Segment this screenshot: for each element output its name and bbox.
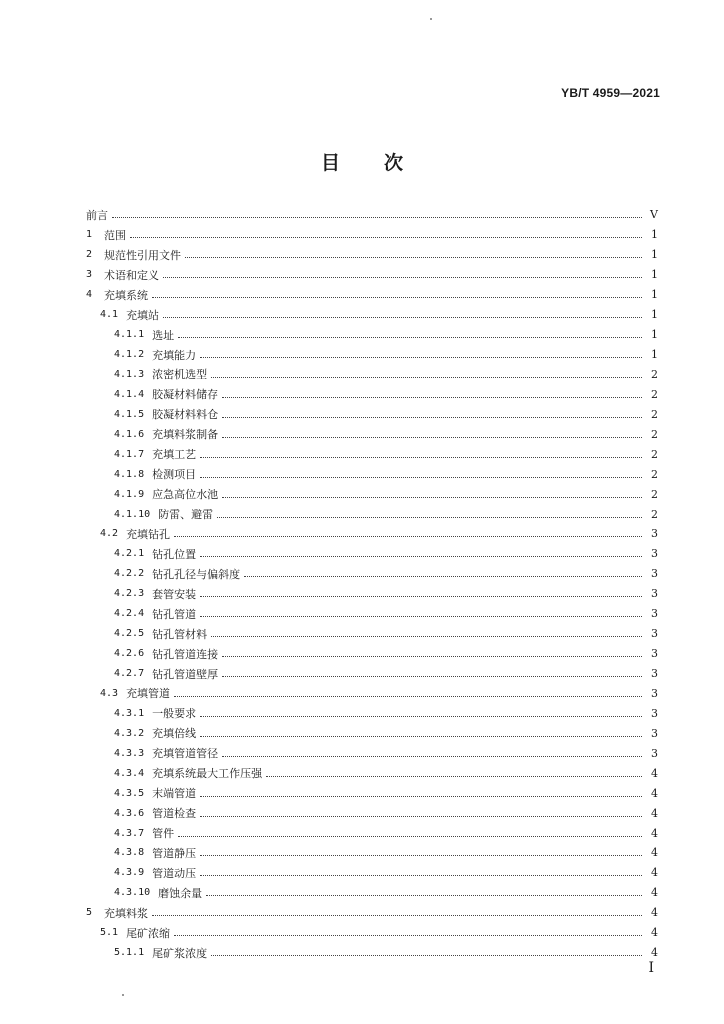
toc-entry-label: 充填管道管径	[152, 747, 219, 761]
toc-entry[interactable]	[86, 664, 658, 684]
toc-entry-number: 4.2.3	[114, 588, 145, 600]
toc-entry-number: 4.1.6	[114, 428, 145, 440]
toc-entry-number: 4.3.5	[114, 787, 145, 799]
toc-entry[interactable]	[86, 245, 658, 265]
toc-entry-page: 3	[651, 547, 658, 561]
toc-entry-page: 1	[651, 228, 658, 242]
toc-entry-page: 4	[651, 906, 658, 920]
toc-entry[interactable]	[86, 903, 658, 923]
toc-entry[interactable]	[86, 604, 658, 624]
toc-leader-dots	[222, 497, 642, 498]
toc-entry[interactable]	[86, 325, 658, 345]
toc-leader-dots	[130, 237, 642, 238]
toc-entry-number: 1	[86, 229, 93, 241]
title-char-right: 次	[384, 152, 404, 174]
toc-leader-dots	[222, 676, 642, 677]
toc-entry-number: 4.2.5	[114, 628, 145, 640]
toc-leader-dots	[178, 337, 642, 338]
toc-leader-dots	[163, 317, 642, 318]
toc-entry-number: 4.3.1	[114, 707, 145, 719]
toc-entry[interactable]	[86, 384, 658, 404]
toc-entry-number: 4.1.1	[114, 329, 145, 341]
toc-entry-page: 3	[651, 627, 658, 641]
toc-leader-dots	[200, 855, 642, 856]
toc-entry-label: 充填系统最大工作压强	[152, 767, 263, 781]
toc-entry[interactable]	[86, 644, 658, 664]
toc-entry-label: 充填料浆制备	[152, 428, 219, 442]
toc-entry-label: 胶凝材料储存	[152, 388, 219, 402]
toc-entry-page: 4	[651, 926, 658, 940]
toc-entry-number: 4.2.2	[114, 568, 145, 580]
toc-entry-number: 4.1.10	[114, 508, 151, 520]
toc-entry-number: 4.1.9	[114, 488, 145, 500]
toc-entry-label: 充填站	[126, 308, 160, 322]
toc-leader-dots	[174, 935, 642, 936]
toc-entry-label: 充填工艺	[152, 448, 197, 462]
toc-entry-page: 3	[651, 706, 658, 720]
toc-entry[interactable]	[86, 484, 658, 504]
toc-entry-page: 3	[651, 686, 658, 700]
toc-entry-number: 4.2.4	[114, 608, 145, 620]
toc-leader-dots	[222, 417, 642, 418]
toc-entry[interactable]	[86, 584, 658, 604]
toc-leader-dots	[222, 397, 642, 398]
toc-entry[interactable]	[86, 424, 658, 444]
toc-entry-page: 3	[651, 647, 658, 661]
toc-entry-number: 4.3.8	[114, 847, 145, 859]
scan-speck	[122, 994, 124, 996]
toc-entry-label: 应急高位水池	[152, 488, 219, 502]
toc-entry-label: 胶凝材料料仓	[152, 408, 219, 422]
toc-entry-number: 4.1.2	[114, 349, 145, 361]
toc-entry-page: 1	[651, 248, 658, 262]
toc-entry[interactable]	[86, 305, 658, 325]
toc-entry-number: 4	[86, 289, 93, 301]
toc-entry-number: 4.1.5	[114, 408, 145, 420]
toc-entry[interactable]	[86, 703, 658, 723]
standard-code: YB/T 4959—2021	[561, 86, 660, 100]
page-title	[0, 148, 724, 175]
toc-entry[interactable]	[86, 783, 658, 803]
toc-entry-page: 4	[651, 826, 658, 840]
toc-entry-number: 4.2	[100, 528, 119, 540]
toc-entry-page: 4	[651, 886, 658, 900]
toc-entry[interactable]	[86, 544, 658, 564]
toc-entry-page: 1	[651, 308, 658, 322]
toc-leader-dots	[200, 816, 642, 817]
toc-entry-label: 管道检查	[152, 807, 197, 821]
toc-entry-page: 2	[651, 467, 658, 481]
toc-entry[interactable]	[86, 743, 658, 763]
toc-entry-number: 4.3.2	[114, 727, 145, 739]
toc-leader-dots	[163, 277, 642, 278]
toc-entry-page: 2	[651, 407, 658, 421]
toc-entry-label: 尾矿浆浓度	[152, 946, 208, 960]
toc-entry-label: 管道静压	[152, 846, 197, 860]
toc-entry[interactable]	[86, 723, 658, 743]
toc-entry-page: 3	[651, 527, 658, 541]
toc-entry-page: 2	[651, 507, 658, 521]
toc-entry-page: 4	[651, 866, 658, 880]
toc-entry-number: 4.3.3	[114, 747, 145, 759]
toc-entry-page: 4	[651, 766, 658, 780]
toc-entry[interactable]	[86, 365, 658, 385]
toc-entry[interactable]	[86, 504, 658, 524]
toc-entry-label: 检测项目	[152, 468, 197, 482]
toc-entry-page: 3	[651, 567, 658, 581]
toc-entry-label: 钻孔孔径与偏斜度	[152, 567, 241, 581]
toc-leader-dots	[200, 457, 642, 458]
toc-leader-dots	[222, 437, 642, 438]
toc-entry-label: 充填能力	[152, 348, 197, 362]
toc-entry-label: 尾矿浓缩	[126, 926, 171, 940]
toc-entry-label: 充填系统	[104, 288, 149, 302]
toc-entry-number: 4.3.7	[114, 827, 145, 839]
toc-entry[interactable]	[86, 763, 658, 783]
toc-entry-number: 4.2.6	[114, 648, 145, 660]
toc-entry-page: 2	[651, 367, 658, 381]
toc-entry[interactable]	[86, 943, 658, 963]
toc-entry[interactable]	[86, 404, 658, 424]
toc-entry-number: 2	[86, 249, 93, 261]
toc-entry-label: 套管安装	[152, 587, 197, 601]
toc-entry[interactable]	[86, 624, 658, 644]
toc-entry-page: 2	[651, 487, 658, 501]
toc-entry-label: 末端管道	[152, 787, 197, 801]
toc-leader-dots	[174, 696, 642, 697]
toc-entry[interactable]	[86, 923, 658, 943]
toc-leader-dots	[185, 257, 642, 258]
toc-entry[interactable]	[86, 225, 658, 245]
toc-leader-dots	[206, 895, 642, 896]
toc-leader-dots	[200, 796, 642, 797]
toc-entry-number: 4.1.3	[114, 368, 145, 380]
scan-speck	[430, 18, 432, 20]
toc-leader-dots	[211, 955, 642, 956]
toc-entry-label: 磨蚀余量	[158, 886, 203, 900]
toc-leader-dots	[200, 875, 642, 876]
toc-leader-dots	[200, 357, 642, 358]
toc-entry-number: 4.3	[100, 687, 119, 699]
toc-entry[interactable]	[86, 803, 658, 823]
toc-entry-label: 前言	[86, 208, 108, 222]
toc-entry[interactable]	[86, 345, 658, 365]
toc-entry-label: 充填钻孔	[126, 527, 171, 541]
toc-entry-page: 3	[651, 587, 658, 601]
toc-entry-label: 防雷、避雷	[158, 508, 214, 522]
toc-entry-number: 4.3.4	[114, 767, 145, 779]
title-char-left: 目	[320, 152, 340, 174]
toc-entry-label: 管道动压	[152, 866, 197, 880]
toc-entry-label: 一般要求	[152, 707, 197, 721]
toc-leader-dots	[244, 576, 642, 577]
toc-entry-label: 充填管道	[126, 687, 171, 701]
toc-entry-page: 4	[651, 786, 658, 800]
toc-entry-page: 4	[651, 946, 658, 960]
toc-entry[interactable]	[86, 444, 658, 464]
toc-entry[interactable]	[86, 205, 658, 225]
toc-entry-number: 4.1	[100, 309, 119, 321]
toc-leader-dots	[112, 217, 642, 218]
toc-entry-page: 2	[651, 427, 658, 441]
toc-entry-number: 4.1.7	[114, 448, 145, 460]
toc-entry-label: 钻孔管道连接	[152, 647, 219, 661]
toc-leader-dots	[200, 556, 642, 557]
toc-entry[interactable]	[86, 564, 658, 584]
toc-entry-page: 1	[651, 328, 658, 342]
toc-entry-page: 3	[651, 607, 658, 621]
toc-leader-dots	[200, 477, 642, 478]
toc-entry-number: 4.3.10	[114, 887, 151, 899]
toc-entry-page: 1	[651, 268, 658, 282]
toc-entry-label: 选址	[152, 328, 175, 342]
toc-entry[interactable]	[86, 285, 658, 305]
toc-entry-number: 4.1.8	[114, 468, 145, 480]
toc-entry-number: 5.1.1	[114, 947, 145, 959]
toc-entry-number: 4.2.1	[114, 548, 145, 560]
toc-leader-dots	[217, 517, 642, 518]
page-folio: I	[648, 960, 654, 976]
toc-entry-label: 钻孔位置	[152, 547, 197, 561]
toc-entry-page: 2	[651, 447, 658, 461]
toc-entry-number: 3	[86, 269, 93, 281]
toc-entry-page: 3	[651, 746, 658, 760]
toc-entry-number: 5	[86, 907, 93, 919]
toc-entry[interactable]	[86, 823, 658, 843]
toc-entry[interactable]	[86, 524, 658, 544]
toc-entry[interactable]	[86, 863, 658, 883]
toc-entry[interactable]	[86, 883, 658, 903]
toc-leader-dots	[222, 756, 642, 757]
toc-entry-label: 浓密机选型	[152, 368, 208, 382]
toc-entry-label: 充填料浆	[104, 906, 149, 920]
toc-entry-label: 术语和定义	[104, 268, 160, 282]
toc-entry[interactable]	[86, 265, 658, 285]
toc-leader-dots	[178, 836, 642, 837]
toc-leader-dots	[174, 536, 642, 537]
toc-entry-page: 3	[651, 726, 658, 740]
toc-entry-label: 充填倍线	[152, 727, 197, 741]
toc-entry-page: 4	[651, 846, 658, 860]
toc-leader-dots	[200, 716, 642, 717]
toc-entry-page: 1	[651, 348, 658, 362]
toc-entry[interactable]	[86, 843, 658, 863]
toc-entry-label: 钻孔管材料	[152, 627, 208, 641]
toc-leader-dots	[222, 656, 642, 657]
toc-entry-label: 范围	[104, 228, 127, 242]
toc-leader-dots	[200, 596, 642, 597]
toc-leader-dots	[211, 636, 642, 637]
toc-leader-dots	[211, 377, 642, 378]
toc-leader-dots	[266, 776, 642, 777]
toc-entry-page: V	[650, 208, 658, 222]
toc-entry[interactable]	[86, 684, 658, 704]
toc-leader-dots	[200, 736, 642, 737]
toc-entry-page: 4	[651, 806, 658, 820]
toc-entry-label: 规范性引用文件	[104, 248, 182, 262]
toc-entry-number: 4.3.9	[114, 867, 145, 879]
toc-leader-dots	[152, 297, 642, 298]
toc-entry-number: 4.2.7	[114, 668, 145, 680]
toc-entry[interactable]	[86, 464, 658, 484]
toc-leader-dots	[152, 915, 642, 916]
toc-entry-label: 管件	[152, 827, 175, 841]
toc-entry-label: 钻孔管道壁厚	[152, 667, 219, 681]
toc-entry-number: 4.1.4	[114, 388, 145, 400]
toc-entry-page: 1	[651, 288, 658, 302]
toc-entry-number: 4.3.6	[114, 807, 145, 819]
toc-entry-page: 2	[651, 387, 658, 401]
toc-entry-page: 3	[651, 667, 658, 681]
toc-leader-dots	[200, 616, 642, 617]
table-of-contents	[86, 205, 658, 963]
toc-entry-number: 5.1	[100, 927, 119, 939]
toc-entry-label: 钻孔管道	[152, 607, 197, 621]
